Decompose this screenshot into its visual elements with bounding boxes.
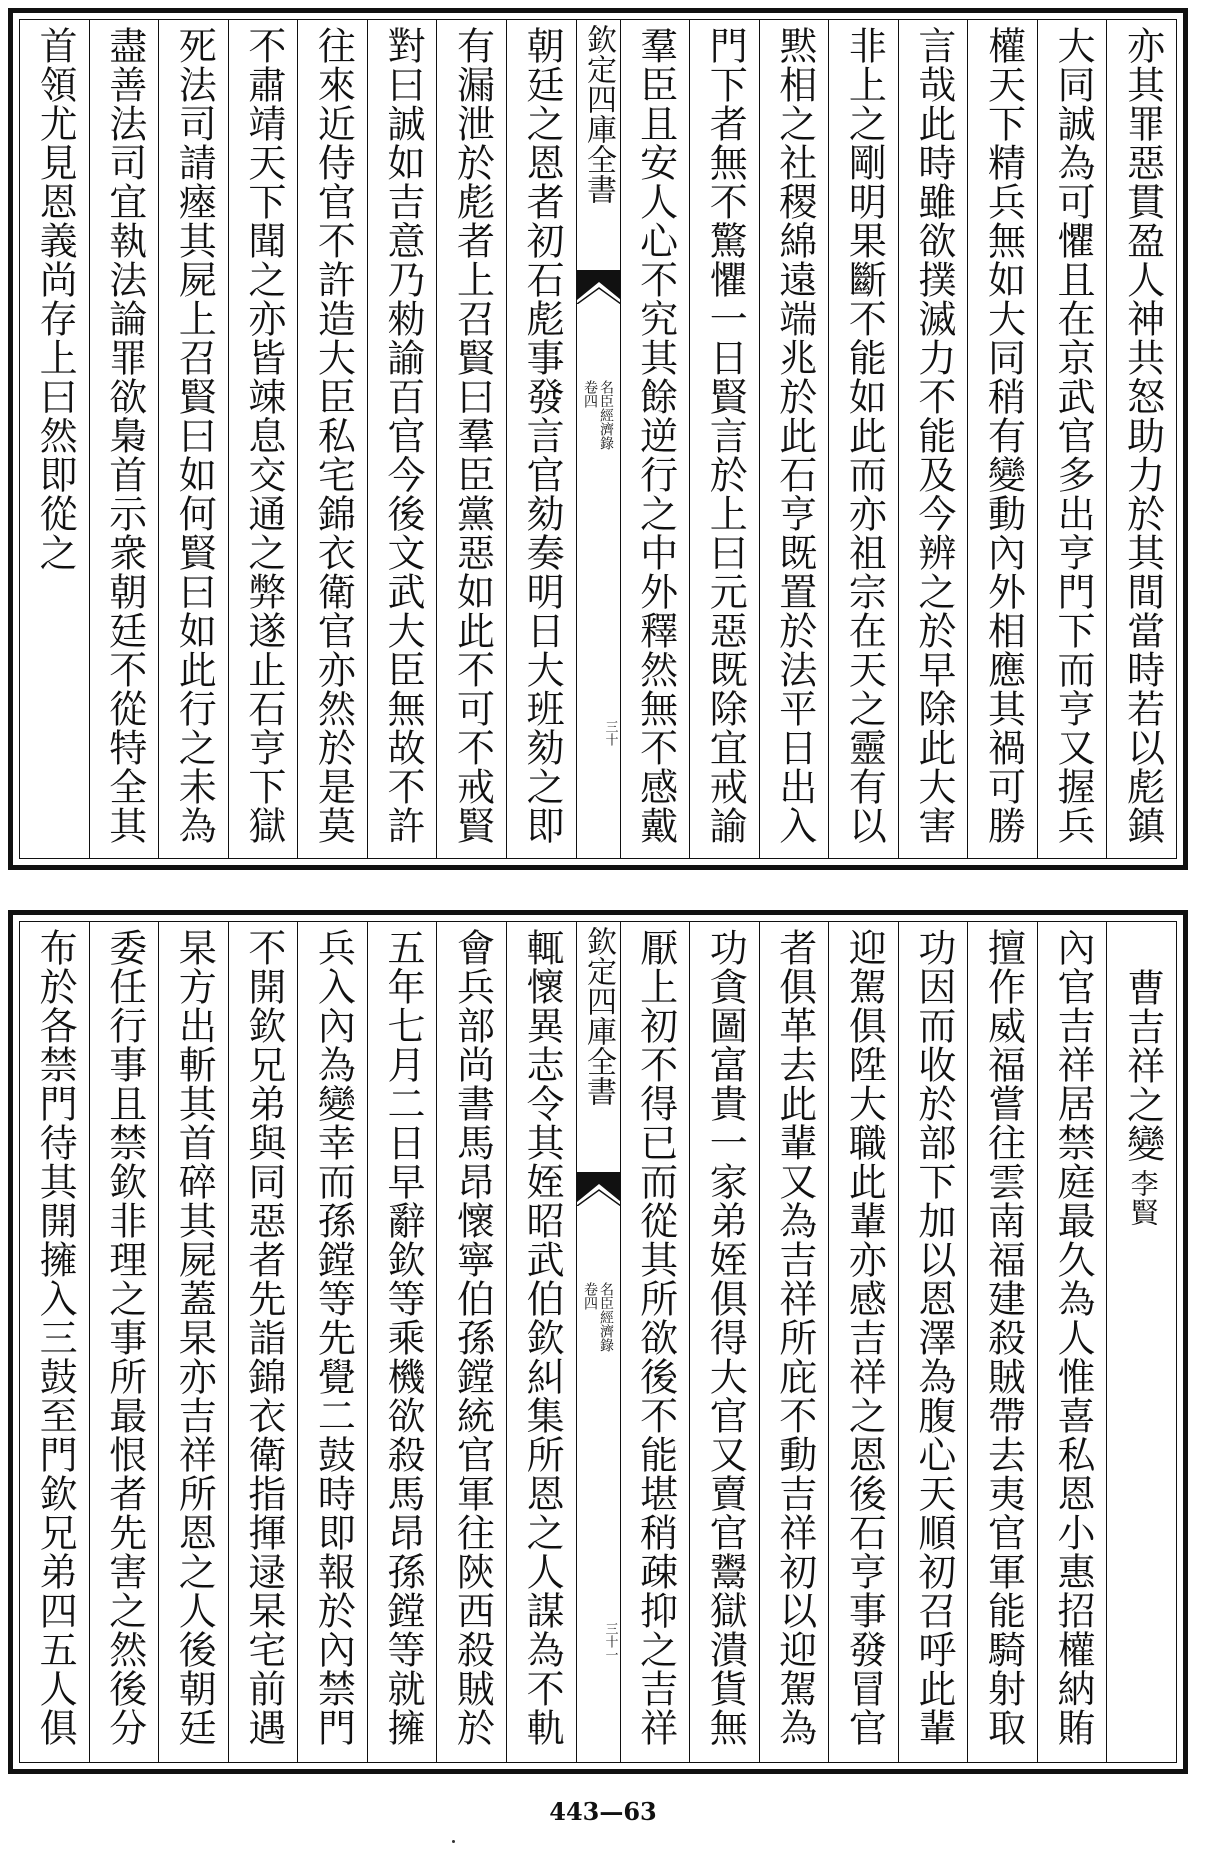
footer-page-reference: 443—63 (549, 1797, 657, 1826)
center-fold-title: 欽定四庫全書 (581, 24, 616, 204)
text-column: 會兵部尚書馬昂懷寧伯孫鏜統官軍往陝西殺賊於 (436, 922, 506, 1762)
center-fold-volume: 卷四 (582, 380, 598, 408)
center-fold-title: 欽定四庫全書 (581, 926, 616, 1106)
text-column: 朝廷之恩者初石彪事發言官劾奏明日大班劾之即 (506, 20, 576, 858)
text-column: 迎駕俱陞大職此輩亦感吉祥之恩後石亨事發冒官 (828, 922, 898, 1762)
fishtail-mark-icon (577, 270, 620, 304)
scan-speck (452, 1840, 455, 1843)
text-column: 委任行事且禁欽非理之事所最恨者先害之然後分 (89, 922, 159, 1762)
center-fold-page-number: 三十一 (602, 1622, 618, 1661)
text-column: 功因而收於部下加以恩澤為腹心天順初召呼此輩 (898, 922, 968, 1762)
bottom-page-columns (20, 922, 1176, 1762)
text-column: 亦其罪惡貫盈人神共怒助力於其間當時若以彪鎮 (1106, 20, 1176, 858)
text-column: 門下者無不驚懼一日賢言於上曰元惡既除宜戒諭 (689, 20, 759, 858)
text-column: 功貪圖富貴一家弟姪俱得大官又賣官鬻獄潰貨無 (689, 922, 759, 1762)
text-column: 輒懷異志令其姪昭武伯欽糾集所恩之人謀為不軌 (506, 922, 576, 1762)
text-column: 死法司請瘞其屍上召賢曰如何賢曰如此行之未為 (158, 20, 228, 858)
center-fold-strip (576, 20, 620, 858)
center-fold-page-number: 三十 (602, 720, 618, 746)
text-column: 往來近侍官不許造大臣私宅錦衣衛官亦然於是莫 (297, 20, 367, 858)
section-heading-title: 曹吉祥之變 (1120, 968, 1165, 1163)
section-heading-column (1106, 922, 1176, 1762)
bottom-page-frame (19, 921, 1177, 1763)
text-column: 言哉此時雖欲撲滅力不能及今辨之於早除此大害 (898, 20, 968, 858)
text-column: 布於各禁門待其開擁入三鼓至門欽兄弟四五人俱 (33, 928, 78, 1747)
text-column: 對曰誠如吉意乃勑諭百官今後文武大臣無故不許 (367, 20, 437, 858)
text-column: 杲方出斬其首碎其屍蓋杲亦吉祥所恩之人後朝廷 (158, 922, 228, 1762)
text-column: 不肅靖天下聞之亦皆竦息交通之弊遂止石亨下獄 (228, 20, 298, 858)
bottom-page (8, 910, 1188, 1774)
text-column: 非上之剛明果斷不能如此而亦祖宗在天之靈有以 (828, 20, 898, 858)
text-column: 內官吉祥居禁庭最久為人惟喜私恩小惠招權納賄 (1037, 922, 1107, 1762)
top-page (8, 8, 1188, 870)
text-column: 黙相之社稷綿遠端兆於此石亨既置於法平日出入 (759, 20, 829, 858)
center-fold-book-info (579, 1282, 618, 1352)
text-column: 權天下精兵無如大同稍有變動內外相應其禍可勝 (967, 20, 1037, 858)
text-column: 盡善法司宜執法論罪欲梟首示衆朝廷不從特全其 (89, 20, 159, 858)
top-page-columns (20, 20, 1176, 858)
text-column: 首領尤見恩義尚存上曰然即從之 (33, 26, 78, 572)
text-column: 有漏泄於彪者上召賢曰羣臣黨惡如此不可不戒賢 (436, 20, 506, 858)
text-column: 五年七月二日早辭欽等乘機欲殺馬昂孫鏜等就擁 (367, 922, 437, 1762)
top-page-frame (19, 19, 1177, 859)
text-column: 兵入內為變幸而孫鏜等先覺二鼓時即報於內禁門 (297, 922, 367, 1762)
text-column: 大同誠為可懼且在京武官多出亨門下而亨又握兵 (1037, 20, 1107, 858)
text-column: 不開欽兄弟與同惡者先詣錦衣衛指揮逯杲宅前遇 (228, 922, 298, 1762)
fishtail-mark-icon (577, 1172, 620, 1206)
text-column: 擅作威福嘗往雲南福建殺賊帶去夷官軍能騎射取 (967, 922, 1037, 1762)
text-column: 厭上初不得已而從其所欲後不能堪稍疎抑之吉祥 (620, 922, 690, 1762)
section-heading-author: 李賢 (1126, 1169, 1160, 1227)
center-fold-book-info (579, 380, 618, 450)
center-fold-volume: 卷四 (582, 1282, 598, 1310)
center-fold-book-title: 名臣經濟錄 (598, 1282, 614, 1352)
text-column: 羣臣且安人心不究其餘逆行之中外釋然無不感戴 (620, 20, 690, 858)
text-column: 者俱革去此輩又為吉祥所庇不動吉祥初以迎駕為 (759, 922, 829, 1762)
center-fold-strip (576, 922, 620, 1762)
center-fold-book-title: 名臣經濟錄 (598, 380, 614, 450)
